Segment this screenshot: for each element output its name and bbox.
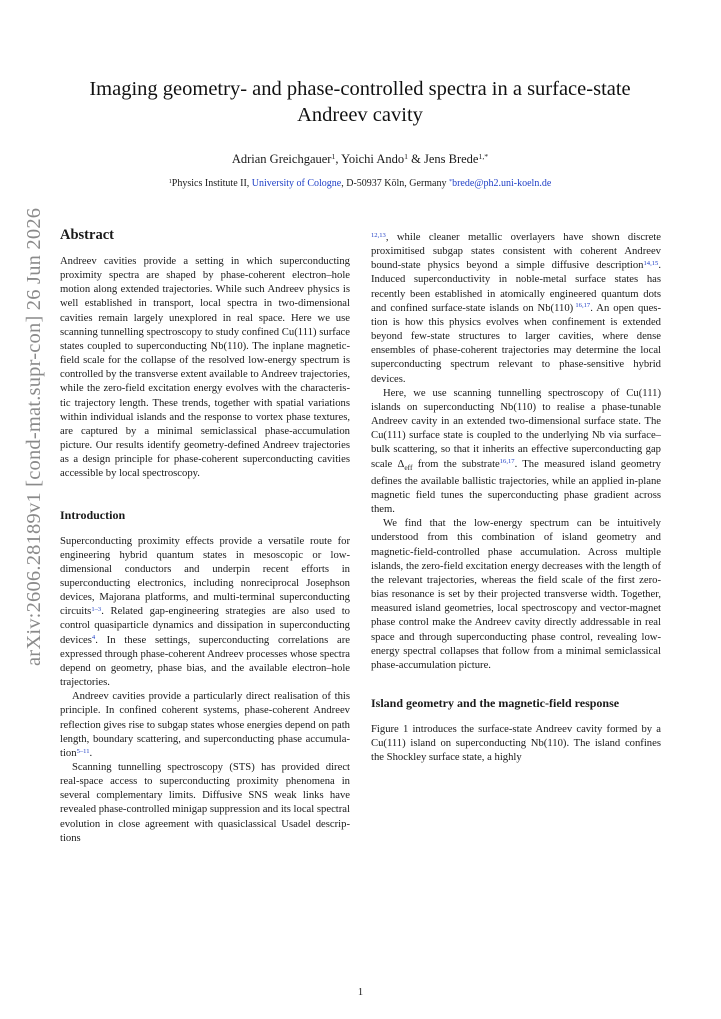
citation-link[interactable]: 1–3 [91,605,102,613]
email-sup: * [449,177,453,185]
abstract-heading: Abstract [60,227,114,243]
intro-text: . In these settings, superconducting correlations are expressed through phase-coherent Andreev processes whose spectra depend on geometry, phase bias, and the available electron–hole trajectories. [60,634,350,689]
intro-text: . [89,747,93,759]
page-number: 1 [357,987,364,998]
island-section-heading: Island geometry and the magnetic-field response [371,695,620,710]
intro-paragraph-2 [60,690,350,761]
author-name: Adrian Greichgauer [231,152,332,166]
intro-paragraph-5: We find that the low-energy spectrum can be intuitively understood from this combination of island geometry and magnetic-field-controlled phase accumulation. Across multiple islands, the zero-field excitation energy decreases with the length of the relevant trajectories, whereas the field scale of the first zero-bias resonance is set by their projected transverse width. Together, measured island geometries, local spectroscopy and vector-magnet phase control make the Andreev cavity directly addressable in real space and through superconducting phase control, revealing low-energy spectral collapses that follow from a minimal semiclassical phase-accumulation picture. [371,518,661,671]
intro-text: Scanning tunnelling spectroscopy (STS) has provided direct real-space access to superconducting proximity phenomena in several complementary limits. Diffusive SNS weak links have revealed phase-controlled minigap suppression and its local spectral evolution in close agreement with quasiclassical Usadel descriptions [60,762,350,844]
citation-link[interactable]: 16,17 [575,302,591,310]
intro-text: . Related gap-engineering strategies are also used to control quasiparticle dynamics and dissipation in superconducting devices [60,606,350,646]
email-link[interactable]: brede@ph2.uni-koeln.de [452,178,552,189]
intro-text: Here, we use scanning tunnelling spectroscopy of Cu(111) islands on superconducting Nb(110) to realise a phase-tunable Andreev cavity in an extended two-dimensional surface state. The Cu(111) surface state is coupled to the underlying Nb via surface–bulk scattering, so that it inherits an effective superconducting gap scale Δ [371,387,661,470]
intro-text: Superconducting proximity effects provide a versatile route for engineering hybrid quantum states in mesoscopic or low-dimensional conductors and underpin recent efforts in superconducting electronics, including nonreciprocal Josephson devices, Majorana platforms, and multi-terminal superconducting circuits [60,535,350,618]
affiliation-line [60,177,660,190]
left-column [60,226,350,846]
author-name: Yoichi Ando [341,152,405,166]
island-paragraph-1: Figure 1 introduces the surface-state Andreev cavity formed by a Cu(111) island on superconducting Nb(110). The island confines the Shockley surface state, a highly [371,723,661,764]
intro-text: . An open question is how this physics evolves when confinement is extended beyond few-state structures to larger cavities, where dense ensembles of phase-coherent trajectories may determine the local superconducting spectrum relevant to phase-sensitive hybrid devices. [371,302,661,385]
abstract-text: Andreev cavities provide a setting in which superconducting proximity spectra are shaped by phase-coherent electron–hole motion along extended trajectories. While such Andreev physics is well established in transport, local spectra in two-dimensional cavities remain largely unexplored in real space. Here we use scanning tunnelling spectroscopy to study confined Cu(111) surface states coupled to superconducting Nb(110). The inplane magnetic-field scale for the collapse of the resolved low-energy spectrum is controlled by the transverse extent available to Andreev trajectories, while the zero-field excitation energy evolves with the characteristic trajectory length. These trends, together with spatial variations within individual islands and the response to vortex phase textures, are captured by a minimal semiclassical phase-accumulation picture. Our results identify geometry-defined Andreev trajectories as a design principle for phase-coherent superconducting cavities accessible by local spectroscopy. [60,256,350,480]
author-name: Jens Brede [423,152,479,166]
citation-link[interactable]: 14,15 [643,260,659,268]
university-link[interactable]: University of Cologne [251,178,342,189]
right-column [371,231,661,765]
citation-link[interactable]: 12,13 [371,231,386,239]
introduction-heading: Introduction [60,507,126,522]
title-line-1: Imaging geometry- and phase-controlled spectra in a surface-state [89,78,631,100]
author-affil-sup: 1 [404,152,408,162]
paper-title [70,76,650,128]
arxiv-identifier: arXiv:2606.28189v1 [cond-mat.supr-con] 26 Jun 2026 [23,207,45,666]
intro-paragraph-4 [371,387,661,518]
intro-paragraph-1 [60,535,350,691]
citation-link[interactable]: 16,17 [499,458,515,466]
intro-paragraph-3-cont [371,231,661,387]
author-affil-sup: 1 [331,152,336,162]
subscript-eff: eff [404,462,413,472]
intro-text: , while cleaner metallic overlayers have shown discrete proximitised subgap states consistent with coherent Andreev bound-state physics beyond a simple diffusive description [371,232,661,272]
affiliation-post: , D-50937 Köln, Germany [341,178,449,189]
intro-text: . The measured island geometry defines the available ballistic trajectories, while an applied in-plane magnetic field tunes the superconducting phase gradient across them. [371,458,661,516]
citation-link[interactable]: 5–11 [76,747,90,755]
intro-text: . Induced superconductivity in noble-metal surface states has recently been established in atomically engineered quantum dots and confined surface-state islands on Nb(110) [371,260,661,314]
author-affil-sup: 1,* [478,152,489,162]
affiliation-pre: Physics Institute II, [171,178,252,189]
intro-text: Andreev cavities provide a particularly direct realisation of this principle. In confined coherent systems, phase-coherent Andreev reflection gives rise to subgap states whose energies depend on path length, boundary scattering, and superconducting phase accumulation [60,691,350,759]
citation-link[interactable]: 4 [91,634,96,642]
affiliation-sup: 1 [168,177,172,185]
title-line-2: Andreev cavity [297,104,423,126]
intro-text: from the substrate [412,458,500,470]
intro-paragraph-3-start [60,761,350,846]
author-separator: , [335,152,342,166]
author-separator: & [407,152,424,166]
author-list [60,151,660,167]
